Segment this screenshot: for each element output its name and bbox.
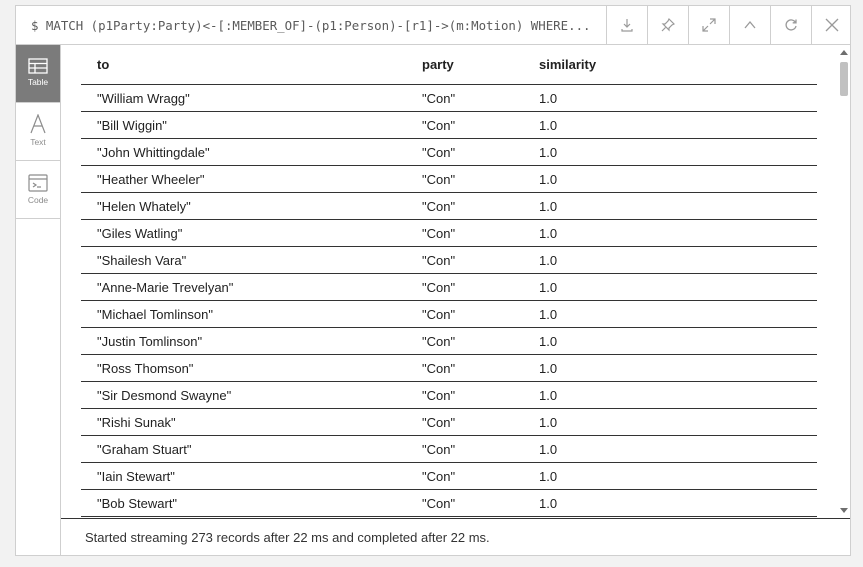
cell-similarity: 1.0 (539, 226, 558, 241)
view-switcher (16, 45, 61, 555)
cell-party: "Con" (422, 307, 456, 322)
cell-to: "Graham Stuart" (97, 442, 192, 457)
code-view-tab[interactable] (16, 161, 60, 219)
cell-party: "Con" (422, 469, 456, 484)
table-view-label: Table (27, 77, 49, 87)
query-text[interactable]: $ MATCH (p1Party:Party)<-[:MEMBER_OF]-(p1:Person)-[r1]->(m:Motion) WHERE... (31, 18, 591, 33)
cell-similarity: 1.0 (539, 496, 558, 511)
cell-party: "Con" (422, 334, 456, 349)
cell-to: "Ross Thomson" (97, 361, 194, 376)
pin-button[interactable] (647, 6, 688, 44)
pin-icon (661, 18, 675, 32)
cell-similarity: 1.0 (539, 442, 558, 457)
download-icon (620, 18, 634, 32)
cell-similarity: 1.0 (539, 172, 558, 187)
table-row (81, 193, 817, 220)
table-row (81, 139, 817, 166)
cell-to: "William Wragg" (97, 91, 190, 106)
scroll-up-icon[interactable] (840, 50, 848, 55)
table-row (81, 463, 817, 490)
result-frame (15, 5, 851, 556)
rerun-button[interactable] (770, 6, 811, 44)
code-view-label: Code (27, 195, 49, 205)
cell-to: "Iain Stewart" (97, 469, 175, 484)
table-row (81, 355, 817, 382)
cell-similarity: 1.0 (539, 415, 558, 430)
cell-party: "Con" (422, 253, 456, 268)
cell-to: "Bill Wiggin" (97, 118, 167, 133)
column-header-to[interactable]: to (97, 57, 110, 72)
text-icon (29, 114, 47, 134)
cell-to: "Michael Tomlinson" (97, 307, 213, 322)
scroll-down-icon[interactable] (840, 508, 848, 513)
cell-to: "Rishi Sunak" (97, 415, 176, 430)
cell-party: "Con" (422, 415, 456, 430)
column-header-party[interactable]: party (422, 57, 454, 72)
table-header (81, 45, 817, 85)
cell-similarity: 1.0 (539, 307, 558, 322)
results-table (81, 45, 817, 518)
cell-similarity: 1.0 (539, 361, 558, 376)
cell-similarity: 1.0 (539, 145, 558, 160)
cell-party: "Con" (422, 91, 456, 106)
cell-party: "Con" (422, 199, 456, 214)
table-view-tab[interactable] (16, 45, 60, 103)
expand-icon (702, 18, 716, 32)
scrollbar-thumb[interactable] (840, 62, 848, 96)
cell-party: "Con" (422, 145, 456, 160)
close-button[interactable] (811, 6, 852, 44)
cell-party: "Con" (422, 361, 456, 376)
code-icon (28, 174, 48, 192)
table-row (81, 220, 817, 247)
table-row (81, 112, 817, 139)
table-row (81, 490, 817, 517)
cell-to: "Bob Stewart" (97, 496, 178, 511)
text-view-label: Text (30, 137, 46, 147)
cell-similarity: 1.0 (539, 91, 558, 106)
cell-party: "Con" (422, 442, 456, 457)
text-view-tab[interactable] (16, 103, 60, 161)
status-bar (61, 518, 850, 555)
cell-to: "Justin Tomlinson" (97, 334, 203, 349)
cell-similarity: 1.0 (539, 280, 558, 295)
table-row (81, 409, 817, 436)
column-header-similarity[interactable]: similarity (539, 57, 597, 72)
table-row (81, 247, 817, 274)
table-row (81, 328, 817, 355)
cell-to: "Heather Wheeler" (97, 172, 205, 187)
download-button[interactable] (606, 6, 647, 44)
cell-party: "Con" (422, 226, 456, 241)
cell-party: "Con" (422, 118, 456, 133)
status-text: Started streaming 273 records after 22 ms and completed after 22 ms. (85, 530, 490, 545)
cell-similarity: 1.0 (539, 118, 558, 133)
cell-to: "Shailesh Vara" (97, 253, 187, 268)
rerun-icon (784, 18, 798, 32)
collapse-button[interactable] (729, 6, 770, 44)
cell-to: "John Whittingdale" (97, 145, 210, 160)
table-row (81, 382, 817, 409)
cell-party: "Con" (422, 172, 456, 187)
cell-party: "Con" (422, 280, 456, 295)
cell-similarity: 1.0 (539, 388, 558, 403)
table-row (81, 166, 817, 193)
table-scrollbar[interactable] (837, 45, 851, 518)
close-icon (825, 18, 839, 32)
frame-header (16, 6, 850, 45)
cell-to: "Sir Desmond Swayne" (97, 388, 232, 403)
cell-similarity: 1.0 (539, 199, 558, 214)
table-row (81, 436, 817, 463)
cell-to: "Helen Whately" (97, 199, 191, 214)
cell-party: "Con" (422, 496, 456, 511)
cell-similarity: 1.0 (539, 334, 558, 349)
cell-similarity: 1.0 (539, 253, 558, 268)
collapse-icon (743, 18, 757, 32)
table-icon (28, 58, 48, 74)
table-row (81, 274, 817, 301)
cell-similarity: 1.0 (539, 469, 558, 484)
cell-to: "Giles Watling" (97, 226, 183, 241)
cell-to: "Anne-Marie Trevelyan" (97, 280, 234, 295)
table-row (81, 85, 817, 112)
cell-party: "Con" (422, 388, 456, 403)
table-row (81, 301, 817, 328)
fullscreen-button[interactable] (688, 6, 729, 44)
